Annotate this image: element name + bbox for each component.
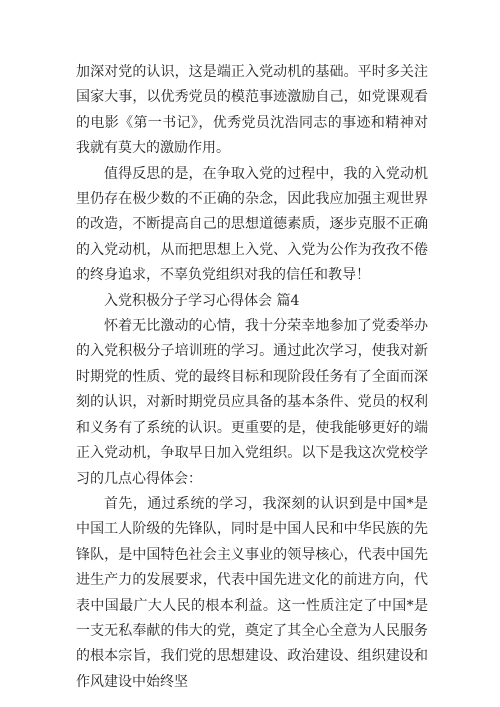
paragraph-1: 加深对党的认识，这是端正入党动机的基础。平时多关注国家大事，以优秀党员的模范事迹激励自己，如党课观看的电影《第一书记》，优秀党员沈浩同志的事迹和精神对我就有莫大的激励作用。 xyxy=(76,64,428,157)
paragraph-4: 首先，通过系统的学习，我深刻的认识到是中国*是中国工人阶级的先锋队，同时是中国人民和中华民族的先锋队，是中国特色社会主义事业的领导核心，代表中国先进生产力的发展要求，代表中国先进文化的前进方向，代表中国最广大人民的根本利益。这一性质注定了中国*是一支无私奉献的伟大的党，奠定了其全心全意为人民服务的根本宗旨，我们党的思想建设、政治建设、组织建设和作风建设中始终坚 xyxy=(76,495,428,690)
section-heading: 入党积极分子学习心得体会 篇4 xyxy=(104,292,300,309)
text-column xyxy=(76,60,428,695)
paragraph-3: 怀着无比激动的心情，我十分荣幸地参加了党委举办的入党积极分子培训班的学习。通过此次学习，使我对新时期党的性质、党的最终目标和现阶段任务有了全面而深刻的认识，对新时期党员应具备的基本条件、党员的权利和义务有了系统的认识。更重要的是，使我能够更好的端正入党动机，争取早日加入党组织。以下是我这次党校学习的几点心得体会： xyxy=(76,318,428,487)
paragraph-2: 值得反思的是，在争取入党的过程中，我的入党动机里仍存在极少数的不正确的杂念，因此我应加强主观世界的改造，不断提高自己的思想道德素质，逐步克服不正确的入党动机，从而把思想上入党、入党为公作为孜孜不倦的终身追求，不辜负党组织对我的信任和教导！ xyxy=(76,165,428,284)
